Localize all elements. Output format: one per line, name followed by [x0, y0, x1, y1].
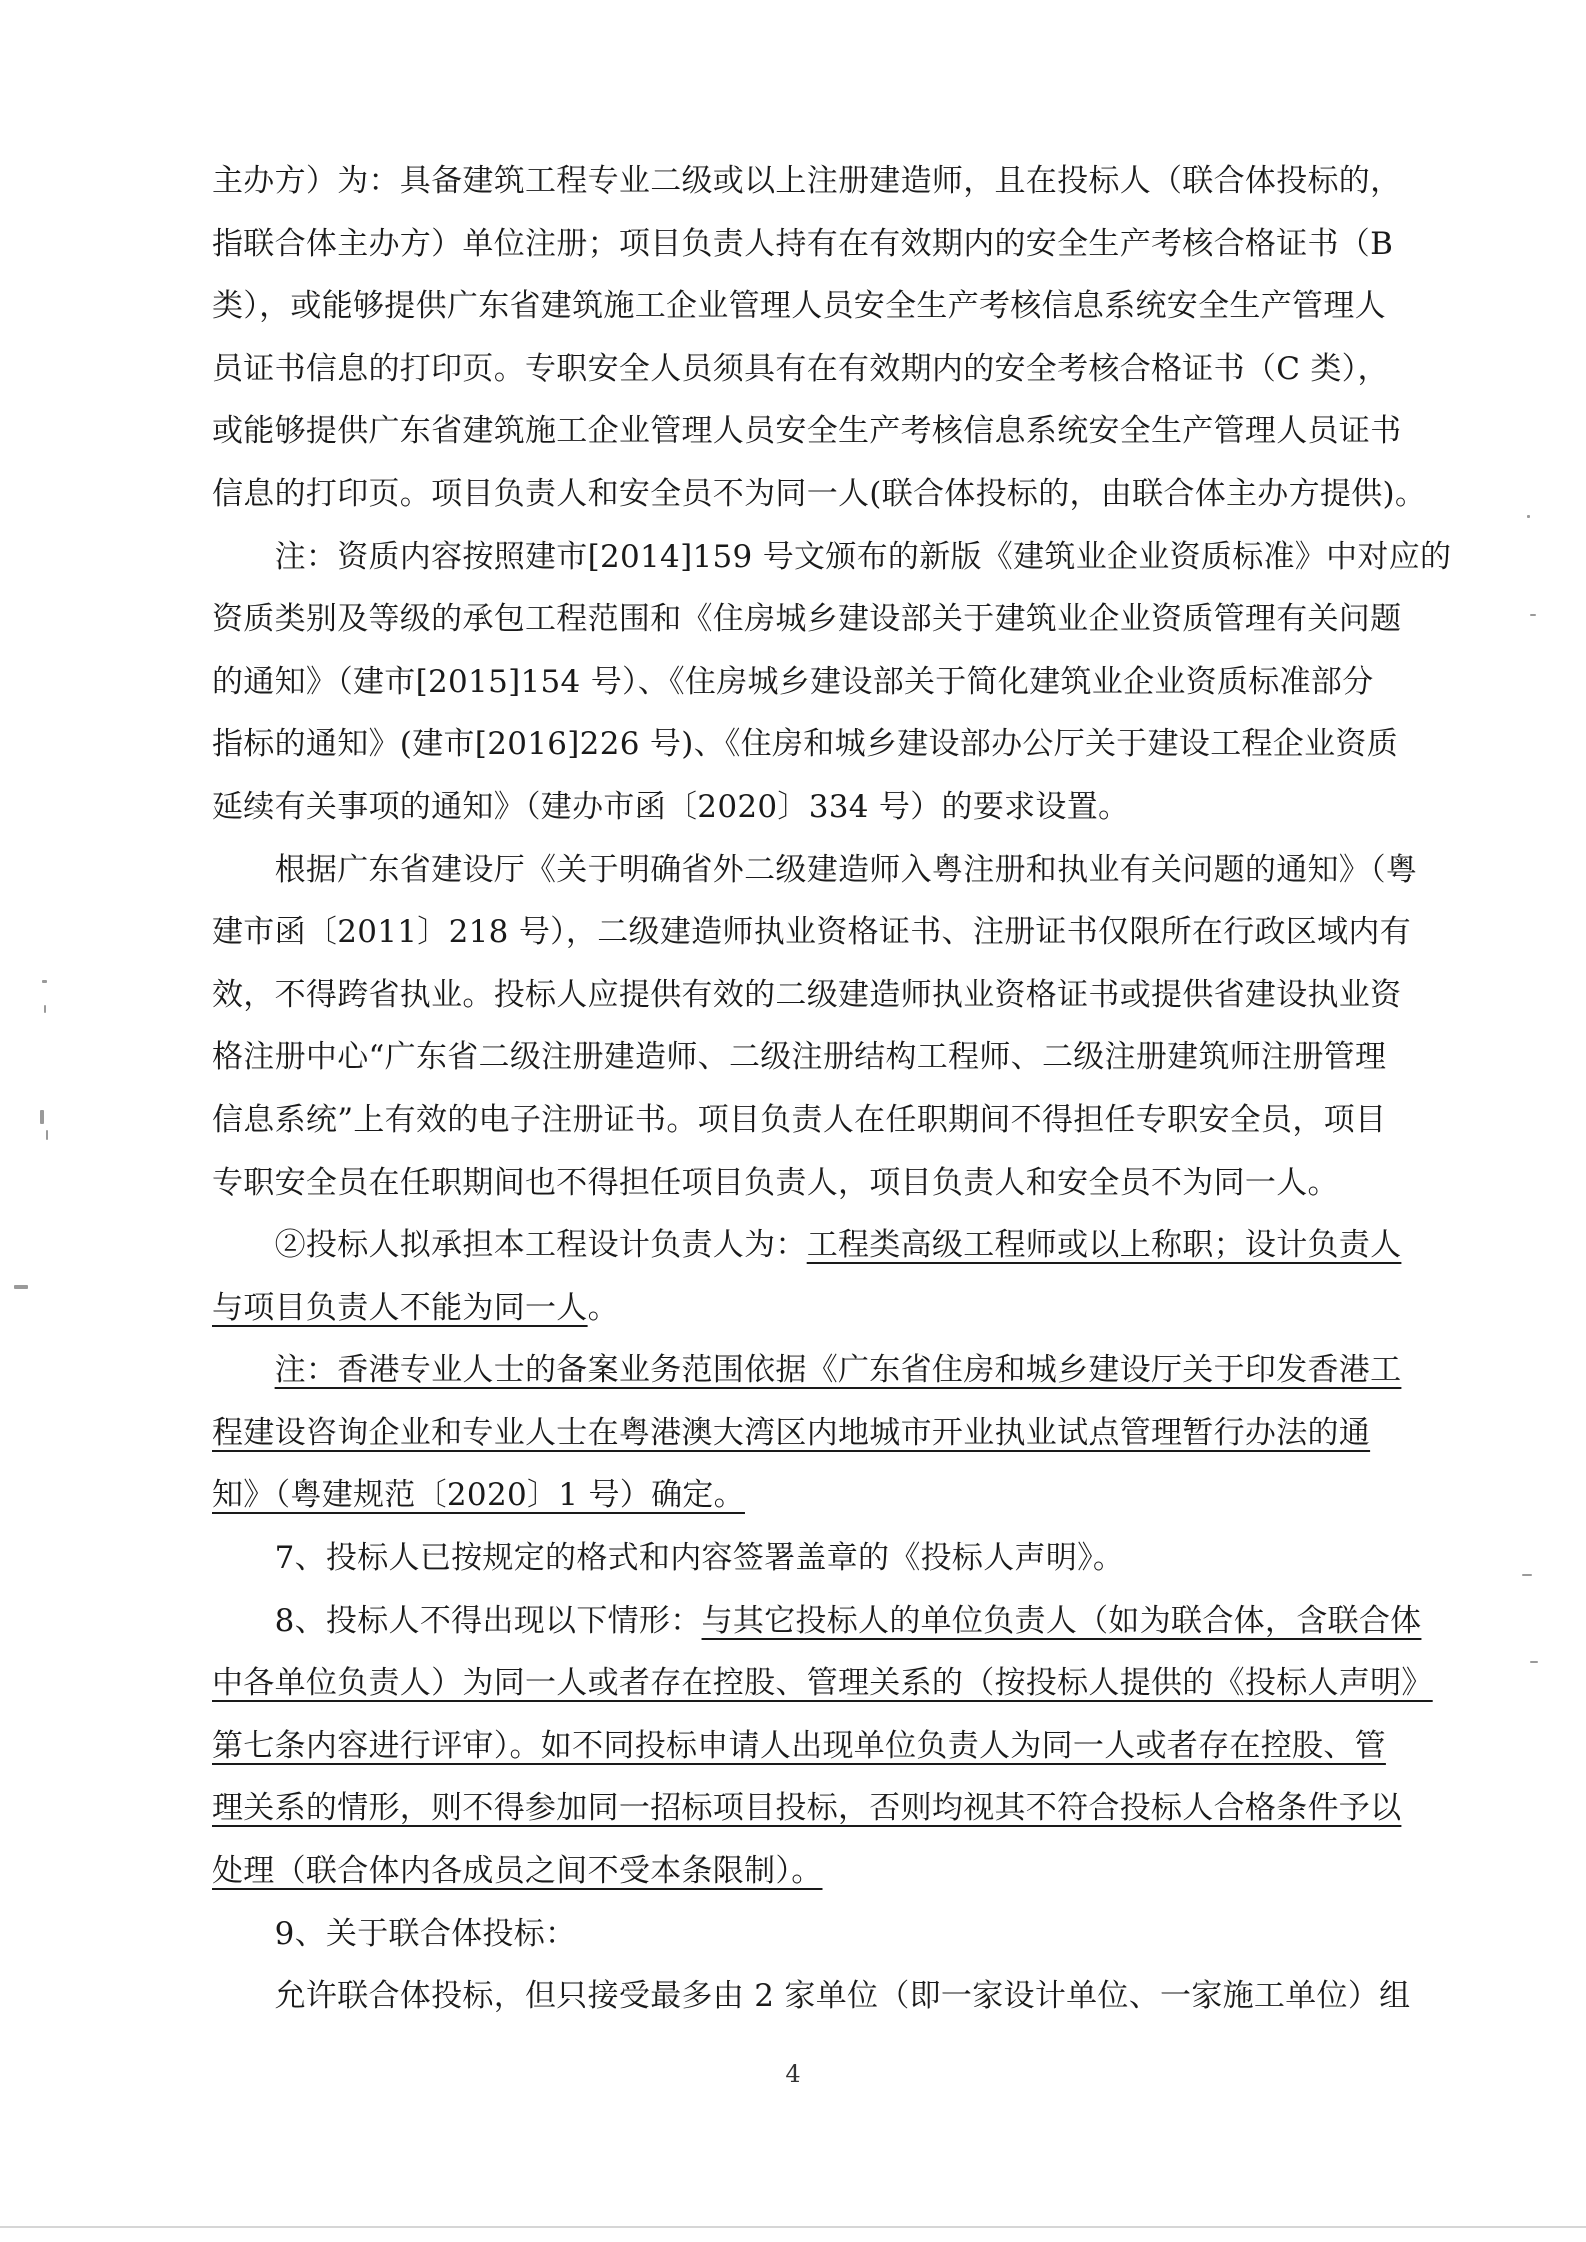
text-line	[212, 213, 1422, 276]
text-line	[212, 338, 1422, 401]
underlined-text: 中各单位负责人）为同一人或者存在控股、管理关系的（按投标人提供的《投标人声明》	[212, 1665, 1433, 1702]
text-line	[212, 526, 1452, 589]
underlined-text: 与项目负责人不能为同一人	[212, 1289, 588, 1326]
text-segment: ②投标人拟承担本工程设计负责人为：	[212, 1227, 807, 1264]
text-segment: 主办方）为：具备建筑工程专业二级或以上注册建造师，且在投标人（联合体投标的，	[212, 163, 1402, 199]
text-line	[212, 1652, 1433, 1715]
text-line	[212, 1840, 1422, 1903]
text-segment: 效，不得跨省执业。投标人应提供有效的二级建造师执业资格证书或提供省建设执业资	[212, 976, 1402, 1013]
text-line	[212, 400, 1422, 463]
scan-speck	[44, 1005, 46, 1013]
scan-speck	[42, 980, 47, 983]
text-line	[212, 1464, 1422, 1527]
text-line	[212, 1590, 1422, 1653]
underlined-text: 注：香港专业人士的备案业务范围依据《广东省住房和城乡建设厅关于印发香港工	[274, 1352, 1402, 1389]
text-line	[212, 150, 1422, 213]
text-segment: 建市函〔2011〕218 号），二级建造师执业资格证书、注册证书仅限所在行政区域内有	[212, 914, 1412, 951]
text-segment: 类），或能够提供广东省建筑施工企业管理人员安全生产考核信息系统安全生产管理人	[212, 288, 1386, 325]
scan-edge	[0, 2226, 1586, 2228]
text-line	[212, 651, 1422, 714]
text-line	[212, 1527, 1422, 1590]
text-segment: 专职安全员在任职期间也不得担任项目负责人，项目负责人和安全员不为同一人。	[212, 1164, 1339, 1201]
text-segment: 信息的打印页。项目负责人和安全员不为同一人(联合体投标的，由联合体主办方提供)。	[212, 475, 1427, 512]
text-segment: 格注册中心“广东省二级注册建造师、二级注册结构工程师、二级注册建筑师注册管理	[212, 1039, 1387, 1076]
text-segment: 。	[587, 1289, 619, 1326]
text-line	[212, 1777, 1422, 1840]
text-segment: 根据广东省建设厅《关于明确省外二级建造师入粤注册和执业有关问题的通知》（粤	[212, 851, 1418, 888]
page-number: 4	[785, 2060, 801, 2088]
underlined-text: 与其它投标人的单位负责人（如为联合体，含联合体	[701, 1602, 1422, 1639]
text-segment: 注：资质内容按照建市[2014]159 号文颁布的新版《建筑业企业资质标准》中对应的	[212, 538, 1452, 575]
text-line	[212, 1402, 1422, 1465]
text-line	[212, 275, 1422, 338]
scan-speck	[40, 1110, 44, 1124]
text-line	[212, 1152, 1422, 1215]
text-line	[212, 839, 1422, 902]
text-line	[212, 1089, 1422, 1152]
text-segment: 8、投标人不得出现以下情形：	[212, 1602, 702, 1639]
text-line	[212, 1214, 1422, 1277]
text-segment: 指联合体主办方）单位注册；项目负责人持有在有效期内的安全生产考核合格证书（B	[212, 225, 1394, 262]
text-segment: 允许联合体投标，但只接受最多由 2 家单位（即一家设计单位、一家施工单位）组	[212, 1978, 1411, 2015]
text-segment: 延续有关事项的通知》（建办市函〔2020〕334 号）的要求设置。	[212, 788, 1130, 825]
text-line	[212, 463, 1427, 526]
underlined-text: 处理（联合体内各成员之间不受本条限制）。	[212, 1853, 823, 1890]
text-segment: 资质类别及等级的承包工程范围和《住房城乡建设部关于建筑业企业资质管理有关问题	[212, 601, 1402, 638]
body-text	[212, 150, 1452, 2028]
text-line	[212, 588, 1422, 651]
underlined-text: 工程类高级工程师或以上称职；设计负责人	[806, 1227, 1402, 1264]
text-segment: 7、投标人已按规定的格式和内容签署盖章的《投标人声明》。	[212, 1540, 1125, 1577]
text-line	[212, 1339, 1422, 1402]
scan-speck	[46, 1130, 48, 1140]
text-segment: 或能够提供广东省建筑施工企业管理人员安全生产考核信息系统安全生产管理人员证书	[212, 413, 1402, 450]
text-line	[212, 1715, 1422, 1778]
scan-speck	[1530, 1661, 1538, 1663]
scan-speck	[1522, 1574, 1532, 1576]
text-line	[212, 776, 1422, 839]
text-segment: 信息系统”上有效的电子注册证书。项目负责人在任职期间不得担任专职安全员，项目	[212, 1101, 1387, 1138]
text-segment: 指标的通知》(建市[2016]226 号)、《住房和城乡建设部办公厅关于建设工程企业资质	[212, 726, 1398, 763]
text-line	[212, 901, 1422, 964]
scan-speck	[1530, 614, 1536, 616]
text-line	[212, 713, 1422, 776]
underlined-text: 知》（粤建规范〔2020〕1 号）确定。	[212, 1477, 745, 1514]
underlined-text: 第七条内容进行评审）。如不同投标申请人出现单位负责人为同一人或者存在控股、管	[212, 1727, 1386, 1764]
text-segment	[212, 1352, 275, 1388]
scan-speck	[14, 1285, 28, 1289]
text-line	[212, 1965, 1422, 2028]
text-segment: 员证书信息的打印页。专职安全人员须具有在有效期内的安全考核合格证书（C 类），	[212, 350, 1389, 387]
text-segment: 9、关于联合体投标：	[212, 1915, 577, 1952]
underlined-text: 理关系的情形，则不得参加同一招标项目投标，否则均视其不符合投标人合格条件予以	[212, 1790, 1402, 1827]
scan-speck	[1527, 515, 1530, 518]
text-segment: 的通知》（建市[2015]154 号）、《住房城乡建设部关于简化建筑业企业资质标准部分	[212, 663, 1374, 700]
text-line	[212, 1903, 1422, 1966]
text-line	[212, 1277, 1422, 1340]
underlined-text: 程建设咨询企业和专业人士在粤港澳大湾区内地城市开业执业试点管理暂行办法的通	[212, 1414, 1371, 1451]
text-line	[212, 1026, 1422, 1089]
text-line	[212, 964, 1422, 1027]
